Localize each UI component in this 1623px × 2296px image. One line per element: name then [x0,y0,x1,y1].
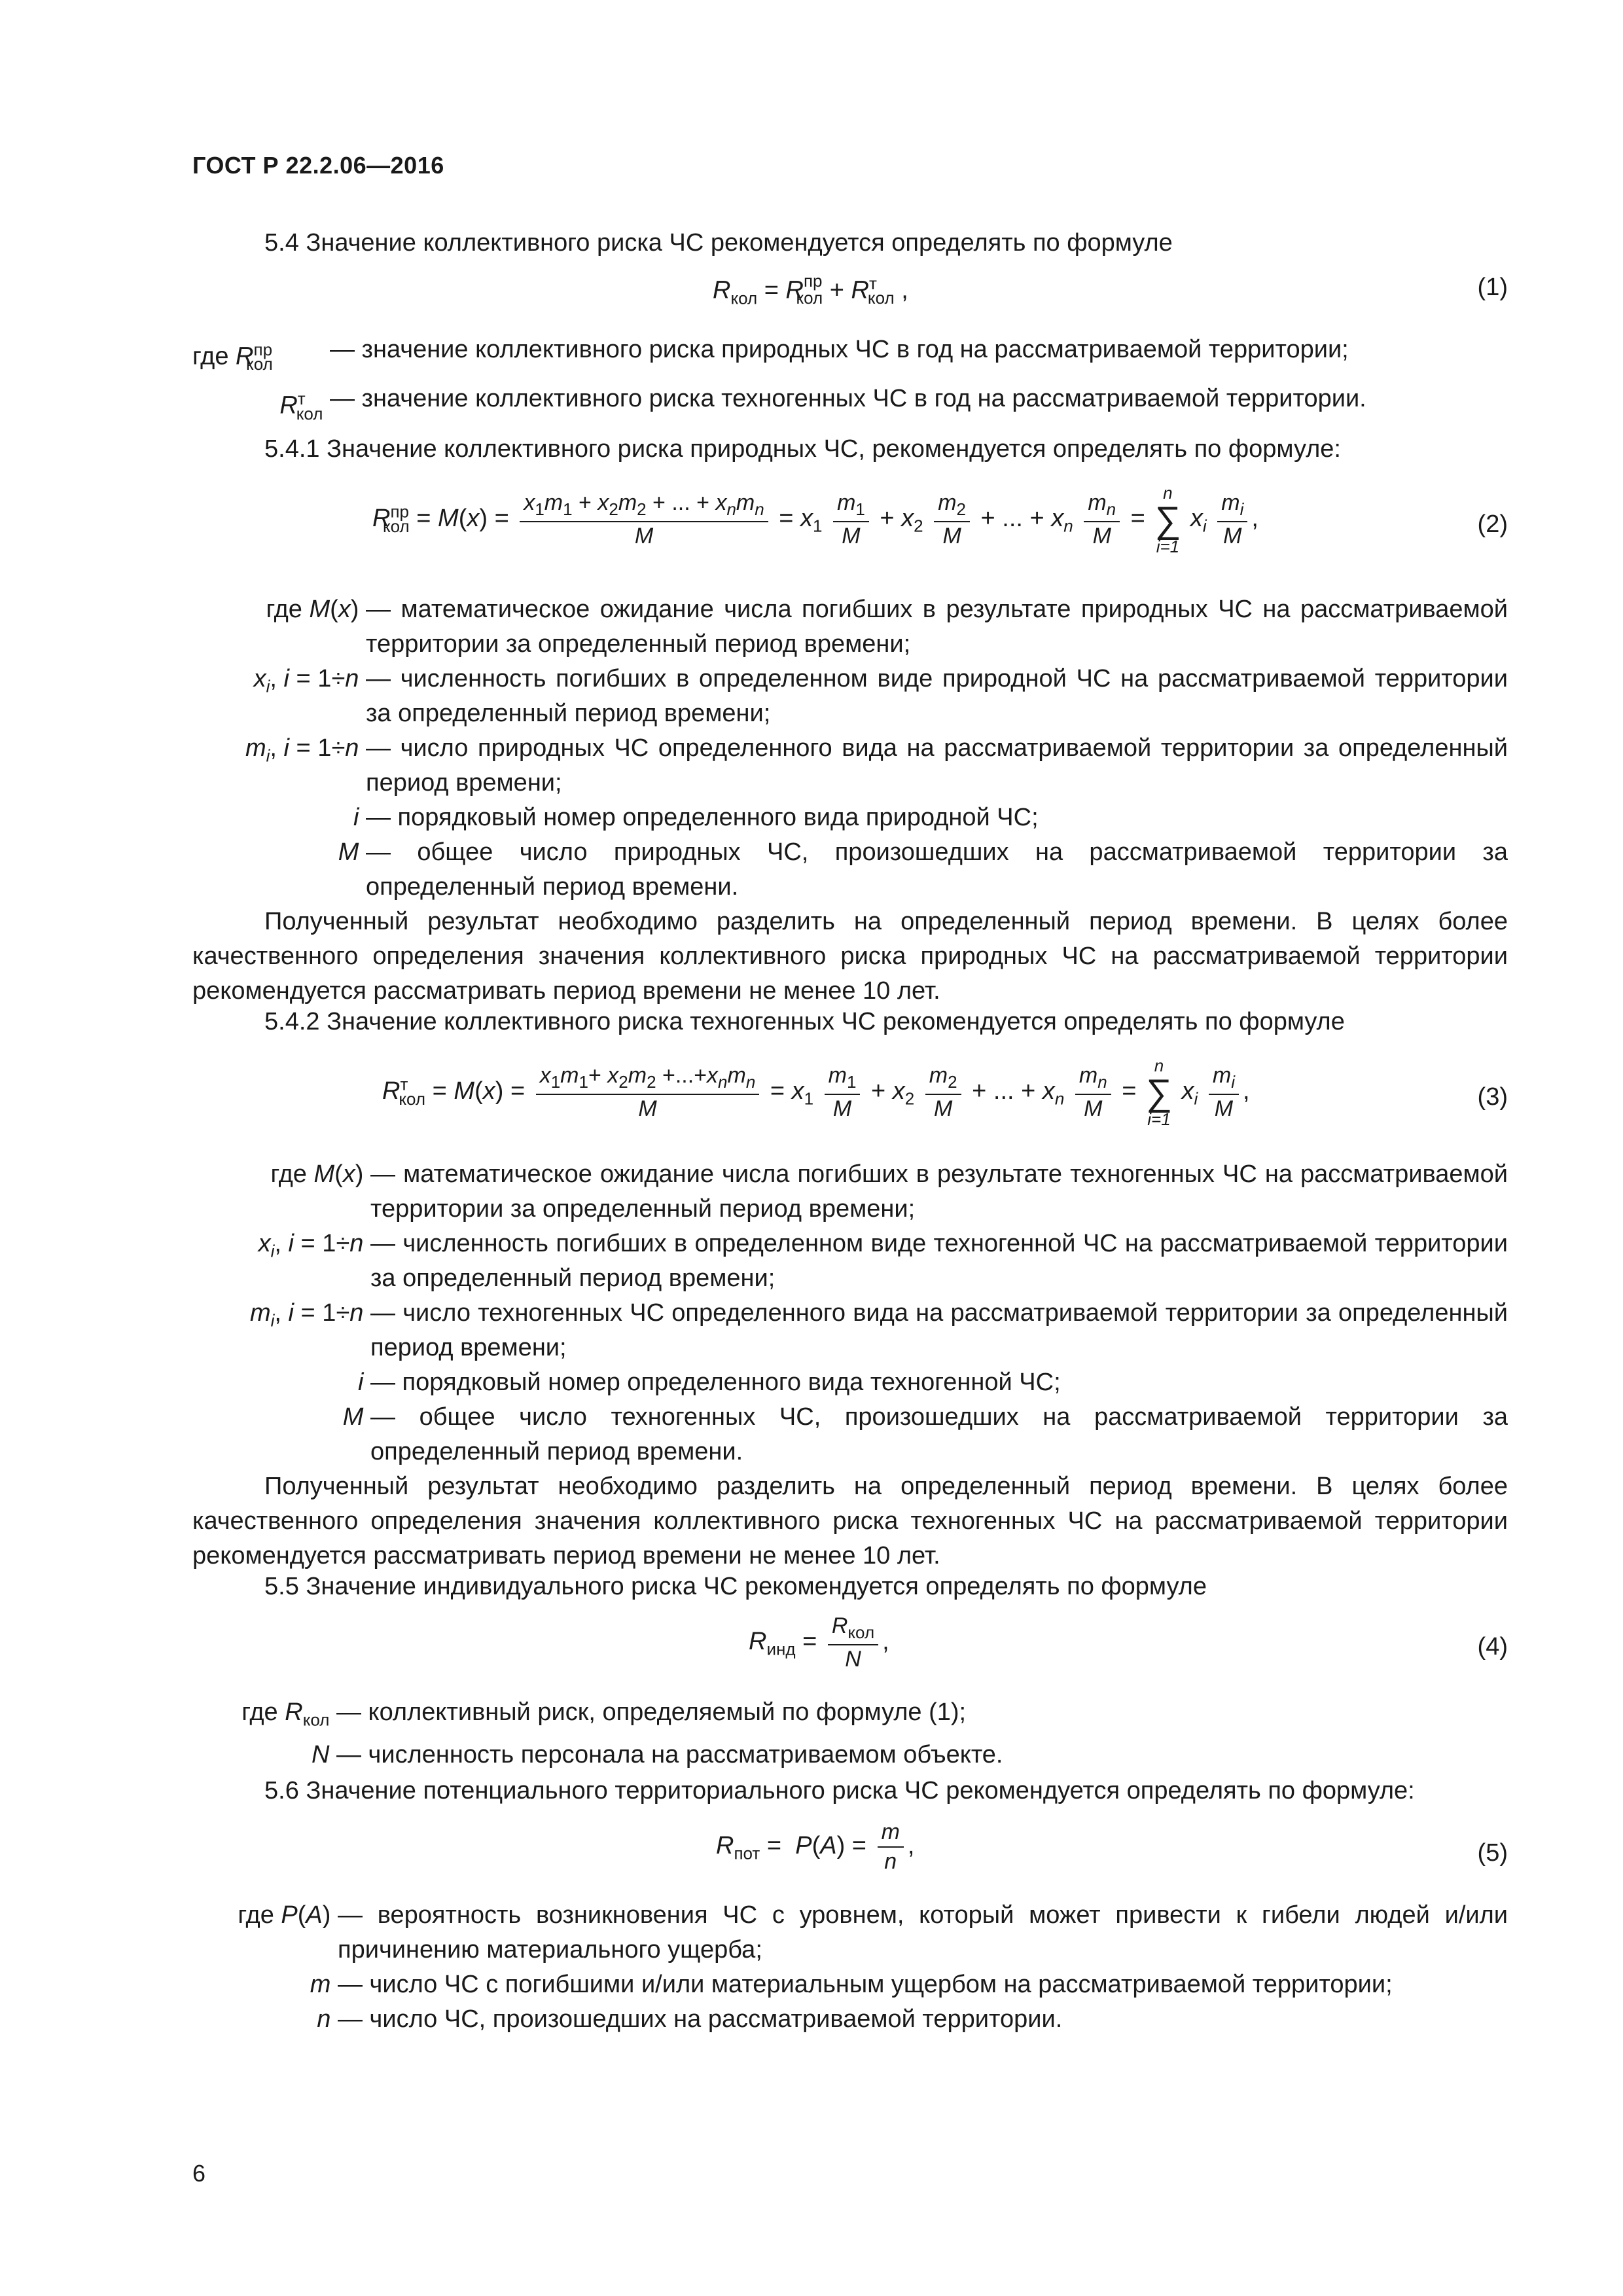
definition-text: — вероятность возникновения ЧС с уровнем, который может привести к гибели людей и/или причинению материального ущерба; [338,1901,1508,1964]
definition-row [192,731,1508,800]
definition-row [192,662,1508,731]
definition-term: i [353,804,366,831]
definition-term: m [310,1971,338,1998]
definitions-eq3 [192,1157,1508,1469]
definition-term: $R^т_{кол}$ [279,389,323,423]
definition-term: где M(x) [266,596,366,623]
definition-text: — общее число техногенных ЧС, произошедших на рассматриваемой территории за определенный период времени. [370,1403,1508,1465]
definition-row [192,1898,1508,1967]
definition-term: $x_i$, i = 1÷n [253,665,359,696]
definition-text: — математическое ожидание числа погибших в результате техногенных ЧС на рассматриваемой территории за определенный период времени; [370,1160,1508,1223]
equation-1-body: $R_{кол} = R^{пр}_{кол} + R^т_{кол}$ , [713,271,908,308]
definition-text: — общее число природных ЧС, произошедших на рассматриваемой территории за определенный период времени. [366,838,1508,901]
definition-term: $m_i$, i = 1÷n [245,734,359,766]
definition-row [192,1400,1508,1469]
equation-5 [192,1820,1508,1892]
paragraph-result-natural: Полученный результат необходимо разделить на определенный период времени. В целях более качественного определения значения коллективного риска природных ЧС на рассматриваемой территории рекомендуется рассматривать период времени не менее 10 лет. [192,908,1508,1005]
definition-row [192,835,1508,905]
equation-2-body: $R^{пр}_{кол} = M(x)$ = $\frac{x_1m_1 + x_2m_2 + ... + x_nm_n}{M}$ = $x_1$ $\frac{m_1}{M}$ + $x_2$ $\frac{m_2}{M}$ + ... + $x_n$ $\frac{m_n}{M}$ = n ∑ i=1 $x_i$ $\frac{m_i}{M}$ , [372,483,1258,556]
definition-term: M [338,838,366,866]
equation-1 [192,271,1508,313]
definition-text: — значение коллективного риска природных ЧС в год на рассматриваемой территории; [330,336,1349,363]
definition-row [192,332,1508,382]
definition-text: — число ЧС, произошедших на рассматриваемой территории. [338,2005,1063,2033]
definition-term: где $R_{кол}$ [241,1698,330,1730]
paragraph-result-technogenic: Полученный результат необходимо разделить на определенный период времени. В целях более качественного определения значения коллективного риска техногенных ЧС на рассматриваемой территории рекомендуется рассматривать период времени не менее 10 лет. [192,1473,1508,1570]
definition-term: N [312,1740,336,1768]
equation-5-body: $R_{пот} = P(A)$ = $\frac{m}{n}$ , [716,1820,915,1874]
paragraph-5-4-1: 5.4.1 Значение коллективного риска природных ЧС, рекомендуется определять по формуле: [264,435,1341,463]
definitions-eq5 [192,1898,1508,2037]
definition-term: где P(A) [238,1901,338,1929]
definition-term: $x_i$, i = 1÷n [258,1230,364,1261]
equation-3-body: $R^т_{кол} = M(x)$ = $\frac{x_1m_1+ x_2m_2 +...+x_nm_n}{M}$ = $x_1$ $\frac{m_1}{M}$ + $x_2$ $\frac{m_2}{M}$ + ... + $x_n$ $\frac{m_n}{M}$ = n ∑ i=1 $x_i$ $\frac{m_i}{M}$ , [382,1056,1250,1129]
definition-term: n [317,2005,338,2033]
equation-4 [192,1613,1508,1685]
definition-text: — число ЧС с погибшими и/или материальным ущербом на рассматриваемой территории; [338,1971,1393,1998]
equation-2 [192,484,1508,569]
definition-text: — порядковый номер определенного вида природной ЧС; [366,804,1039,831]
equation-3 [192,1057,1508,1142]
paragraph-5-4: 5.4 Значение коллективного риска ЧС рекомендуется определять по формуле [264,229,1173,257]
definition-row [192,1365,1508,1400]
definition-text: — число техногенных ЧС определенного вида на рассматриваемой территории за определенный период времени; [370,1299,1508,1361]
equation-3-number: (3) [1477,1083,1508,1111]
equation-4-body: $R_{инд}$ = $\frac{R_{кол}}{N}$ , [749,1613,889,1672]
equation-5-number: (5) [1477,1839,1508,1867]
equation-1-number: (1) [1477,274,1508,301]
equation-2-number: (2) [1477,511,1508,538]
document-code-header: ГОСТ Р 22.2.06—2016 [192,152,444,179]
definitions-eq1 [192,332,1508,431]
definition-text: — численность персонала на рассматриваемом объекте. [336,1740,1003,1768]
definition-row [192,592,1508,662]
page-number: 6 [192,2160,206,2187]
definition-row [192,1967,1508,2002]
definition-term: где $R^{пр}_{кол}$ [192,340,273,374]
definition-term: где M(x) [270,1160,370,1188]
definition-term: i [358,1369,370,1396]
paragraph-5-4-2: 5.4.2 Значение коллективного риска техногенных ЧС рекомендуется определять по формуле [264,1008,1345,1035]
definition-row [192,2002,1508,2037]
definitions-eq2 [192,592,1508,905]
definition-text: — число природных ЧС определенного вида на рассматриваемой территории за определенный период времени; [366,734,1508,797]
definition-text: — численность погибших в определенном виде техногенной ЧС на рассматриваемой территории за определенный период времени; [370,1230,1508,1292]
definitions-eq4 [192,1695,1508,1772]
definition-row [192,1738,1508,1772]
equation-4-number: (4) [1477,1633,1508,1660]
definition-term: $m_i$, i = 1÷n [249,1299,364,1331]
definition-row [192,1227,1508,1296]
definition-term: M [342,1403,370,1431]
definition-row [192,382,1508,431]
paragraph-5-6: 5.6 Значение потенциального территориального риска ЧС рекомендуется определять по формуле: [264,1777,1415,1804]
definition-row [192,1296,1508,1365]
definition-text: — порядковый номер определенного вида техногенной ЧС; [370,1369,1061,1396]
definition-text: — значение коллективного риска техногенных ЧС в год на рассматриваемой территории. [330,385,1366,413]
definition-text: — математическое ожидание числа погибших в результате природных ЧС на рассматриваемой территории за определенный период времени; [366,596,1508,658]
definition-text: — численность погибших в определенном виде природной ЧС на рассматриваемой территории за определенный период времени; [366,665,1508,727]
paragraph-5-5: 5.5 Значение индивидуального риска ЧС рекомендуется определять по формуле [264,1573,1207,1600]
definition-row [192,800,1508,835]
definition-row [192,1695,1508,1738]
definition-row [192,1157,1508,1227]
definition-text: — коллективный риск, определяемый по формуле (1); [336,1698,967,1726]
